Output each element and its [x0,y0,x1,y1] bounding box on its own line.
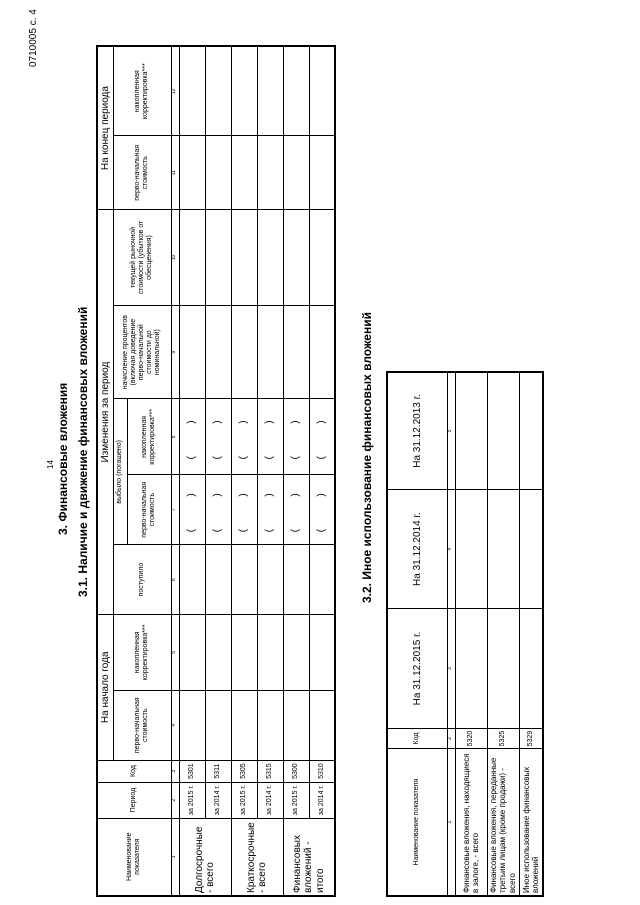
cell [179,614,205,690]
row-group-total: Финансовых вложений - итого [283,818,335,896]
cell-parentheses: ( ) [309,475,335,545]
cell [231,305,257,399]
header-disposed-accumulated-adjustment: накопленная корректировка*** [127,399,171,475]
header-initial-cost: перво-начальная стоимость [113,690,171,760]
cell [519,609,543,728]
header-interest-accrual: начисление процентов (включая доведение перво-начальной стоимости до номинальной) [113,305,171,399]
cell [257,46,283,136]
header-received: поступило [113,545,171,615]
cell [205,305,231,399]
row-period: за 2015 г. [283,782,309,818]
t2-header-name: Наименование показателя [387,749,447,896]
col-num: 3 [447,609,455,728]
cell [257,136,283,210]
header-begin-of-year: На начало года [97,614,113,760]
row-group-long-term: Долгосрочные - всего [179,818,231,896]
cell [257,545,283,615]
cell [283,46,309,136]
cell-parentheses: ( ) [283,475,309,545]
col-num: 5 [447,372,455,489]
row-period: за 2014 г. [257,782,283,818]
financial-investments-table [96,45,336,897]
cell-parentheses: ( ) [179,399,205,475]
row-code: 5315 [257,760,283,782]
cell [283,136,309,210]
header-name: Наименование показателя [97,818,171,896]
cell [283,545,309,615]
table-row [519,372,543,896]
cell [257,614,283,690]
cell [283,690,309,760]
cell [231,614,257,690]
cell [309,545,335,615]
header-disposed: выбыло (погашено) [113,399,127,545]
col-num: 4 [447,489,455,608]
header-changes: Изменения за период [97,210,113,615]
cell [205,690,231,760]
cell [231,545,257,615]
subsection-2-title: 3.2. Иное использование финансовых вложений [360,312,374,603]
cell [205,136,231,210]
row-code: 5305 [231,760,257,782]
cell-parentheses: ( ) [205,475,231,545]
cell [309,210,335,306]
t2-column-numbers-row [447,372,455,896]
cell [257,690,283,760]
cell [283,305,309,399]
header-end-initial-cost: перво-начальная стоимость [113,136,171,210]
col-num: 9 [171,305,179,399]
t2-header-2014: На 31.12.2014 г. [387,489,447,608]
row-code: 5301 [179,760,205,782]
cell [487,489,519,608]
row-code: 5310 [309,760,335,782]
col-num: 7 [171,475,179,545]
cell [257,305,283,399]
cell [309,46,335,136]
col-num: 11 [171,136,179,210]
t2-row-name: Иное использование финансовых вложений [519,749,543,896]
cell [179,136,205,210]
col-num: 6 [171,545,179,615]
header-end-accumulated-adjustment: накопленная корректировка*** [113,46,171,136]
col-num: 1 [171,818,179,896]
cell-parentheses: ( ) [179,475,205,545]
cell [231,690,257,760]
t2-row-code: 5320 [455,728,487,749]
cell-parentheses: ( ) [283,399,309,475]
cell [519,372,543,489]
column-numbers-row [171,46,179,896]
t2-row-code: 5329 [519,728,543,749]
cell [179,46,205,136]
cell [309,305,335,399]
cell [231,136,257,210]
table-row [231,46,257,896]
col-num: 1 [447,749,455,896]
table-row [455,372,487,896]
cell [179,690,205,760]
row-period: за 2015 г. [231,782,257,818]
cell [309,136,335,210]
t2-row-name: Финансовые вложения, находящиеся в залоге, - всего [455,749,487,896]
cell-parentheses: ( ) [205,399,231,475]
page-code: 0710005 с. 4 [28,9,39,67]
t2-header-2015: На 31.12.2015 г. [387,609,447,728]
cell-parentheses: ( ) [231,399,257,475]
table-row [283,46,309,896]
cell [455,372,487,489]
cell-parentheses: ( ) [309,399,335,475]
col-num: 3 [171,760,179,782]
t2-header-2013: На 31.12.2013 г. [387,372,447,489]
table-row [257,46,283,896]
cell [205,614,231,690]
col-num: 2 [171,782,179,818]
page-number: 14 [46,460,55,469]
table-row [179,46,205,896]
t2-row-code: 5325 [487,728,519,749]
header-period: Период [97,782,171,818]
cell [487,372,519,489]
header-market-value: текущей рыночной стоимости (убытков от обесценения) [113,210,171,306]
cell [205,210,231,306]
row-group-short-term: Краткосрочные - всего [231,818,283,896]
cell [309,614,335,690]
cell [309,690,335,760]
row-period: за 2014 г. [309,782,335,818]
section-title: 3. Финансовые вложения [56,382,70,535]
row-code: 5311 [205,760,231,782]
cell [179,305,205,399]
table-row [309,46,335,896]
cell-parentheses: ( ) [231,475,257,545]
col-num: 10 [171,210,179,306]
table-row [487,372,519,896]
other-use-table [386,371,544,897]
t2-row-name: Финансовые вложения, переданные третьим лицам (кроме продажи) - всего [487,749,519,896]
cell [283,210,309,306]
row-period: за 2014 г. [205,782,231,818]
header-accumulated-adjustment: накопленная корректировка*** [113,614,171,690]
cell [231,46,257,136]
header-end-of-period: На конец периода [97,46,113,210]
cell [179,545,205,615]
cell [519,489,543,608]
cell [455,489,487,608]
t2-header-code: Код [387,728,447,749]
cell [179,210,205,306]
cell [455,609,487,728]
col-num: 4 [171,690,179,760]
cell [283,614,309,690]
cell [257,210,283,306]
cell [487,609,519,728]
cell [205,46,231,136]
col-num: 8 [171,399,179,475]
table-row [205,46,231,896]
row-period: за 2015 г. [179,782,205,818]
col-num: 12 [171,46,179,136]
cell [205,545,231,615]
cell [231,210,257,306]
header-code: Код [97,760,171,782]
header-disposed-initial-cost: перво-начальная стоимость [127,475,171,545]
col-num: 5 [171,614,179,690]
subsection-1-title: 3.1. Наличие и движение финансовых вложений [76,306,90,597]
row-code: 5300 [283,760,309,782]
cell-parentheses: ( ) [257,399,283,475]
cell-parentheses: ( ) [257,475,283,545]
col-num: 2 [447,728,455,749]
